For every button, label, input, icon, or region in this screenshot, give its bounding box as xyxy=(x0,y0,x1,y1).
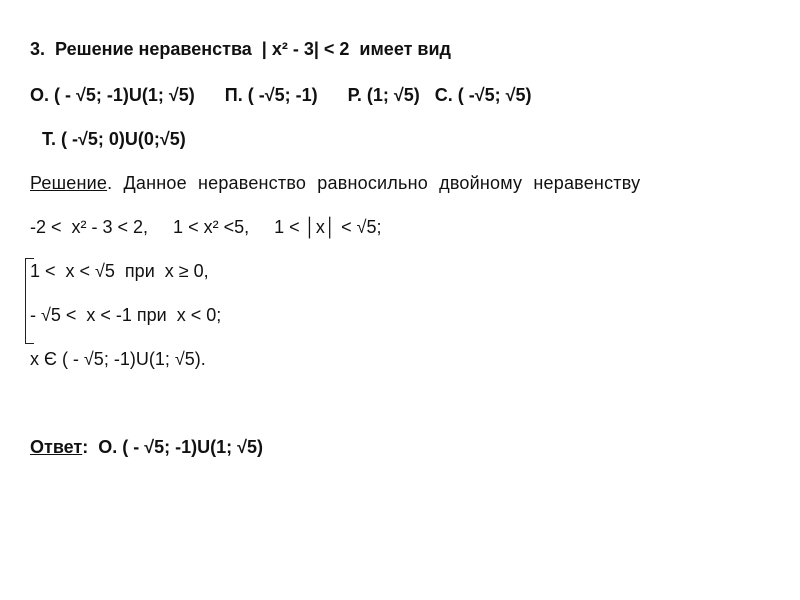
problem-title: 3. Решение неравенства | x² - 3| < 2 имеет вид xyxy=(30,39,451,59)
solution-result: x Є ( - √5; -1)U(1; √5). xyxy=(30,349,206,369)
options-row-2: Т. ( -√5; 0)U(0;√5) xyxy=(42,129,186,149)
solution-intro xyxy=(30,172,640,194)
answer-line xyxy=(30,436,263,458)
solution-case-1: 1 < x < √5 при x ≥ 0, xyxy=(30,261,209,281)
solution-step-1: -2 < x² - 3 < 2, 1 < x² <5, 1 < │x│ < √5; xyxy=(30,217,382,237)
options-row-1: О. ( - √5; -1)U(1; √5) П. ( -√5; -1) Р. (1; √5) С. ( -√5; √5) xyxy=(30,85,532,105)
solution-case-2: - √5 < x < -1 при x < 0; xyxy=(30,305,222,325)
solution-intro-text: . Данное неравенство равносильно двойному неравенству xyxy=(107,173,641,193)
answer-text: : О. ( - √5; -1)U(1; √5) xyxy=(82,437,263,457)
answer-label: Ответ xyxy=(30,437,83,457)
solution-label: Решение xyxy=(30,173,108,193)
